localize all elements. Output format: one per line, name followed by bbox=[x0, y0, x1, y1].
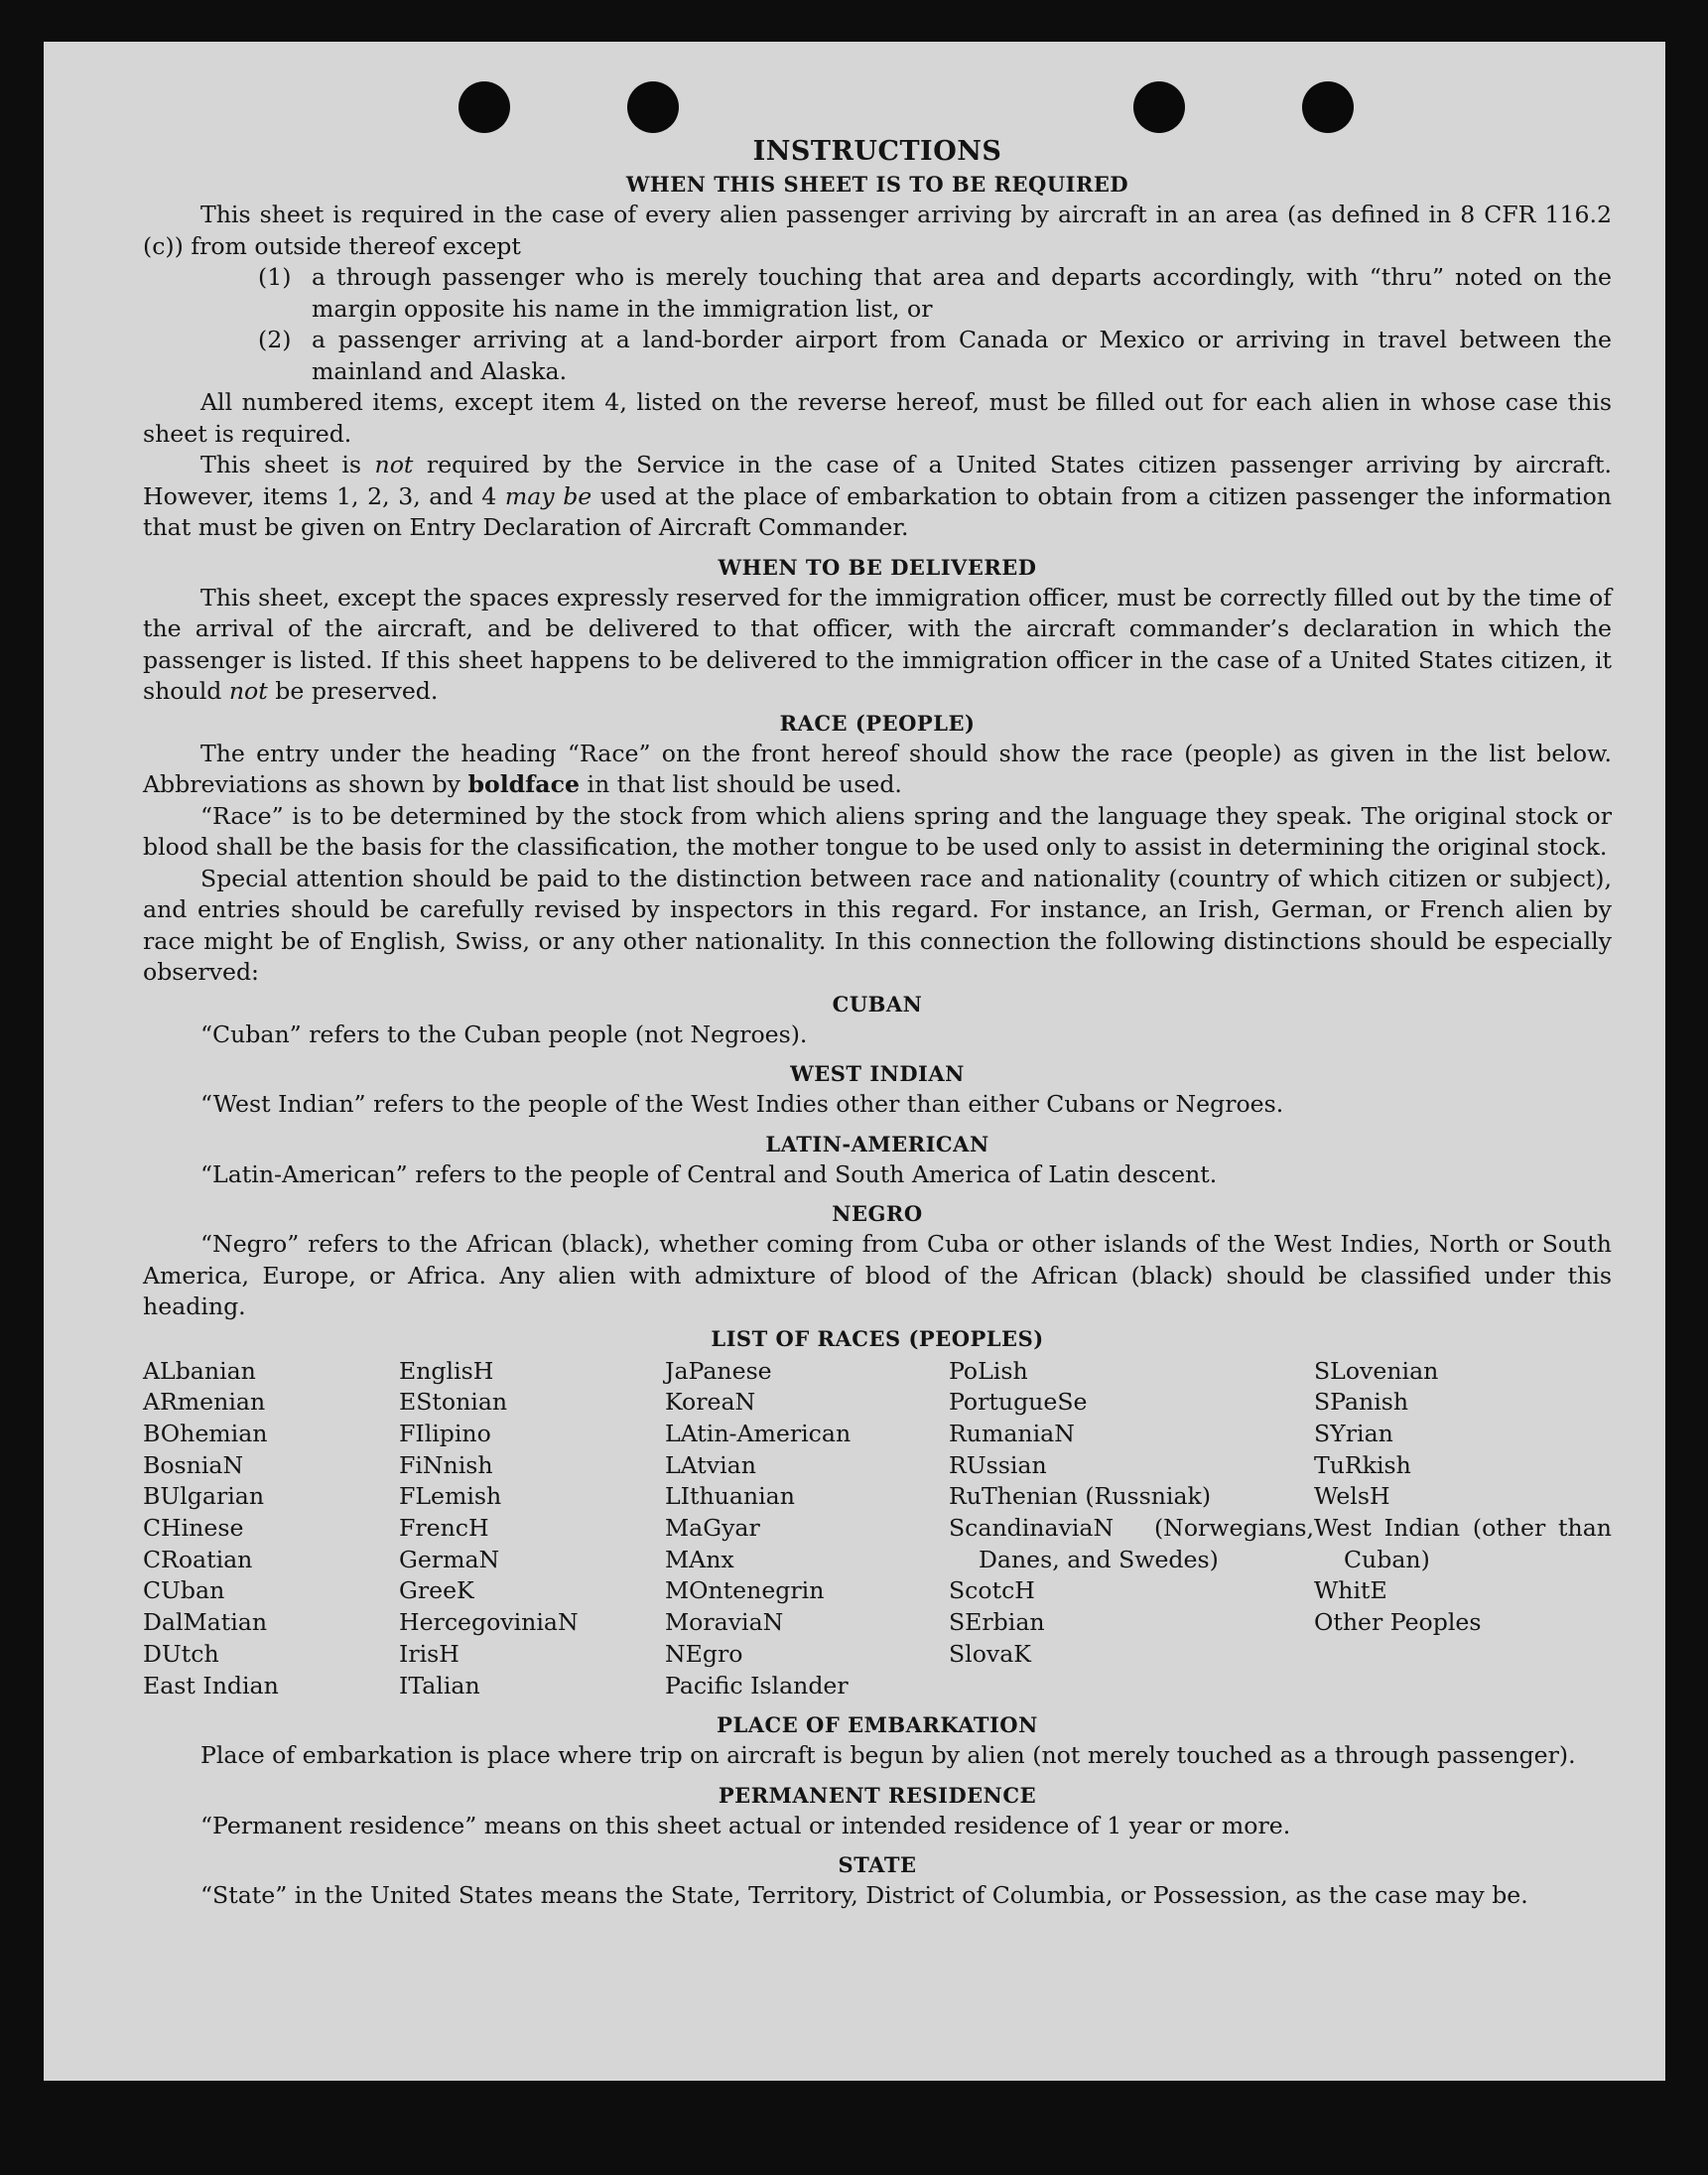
section-heading: RACE (PEOPLE) bbox=[779, 710, 976, 736]
race-item: JaPanese bbox=[665, 1356, 772, 1385]
paragraph: “Cuban” refers to the Cuban people (not Negroes). bbox=[200, 1020, 808, 1048]
race-item: MAnx bbox=[665, 1545, 734, 1573]
item-text: a through passenger who is merely touching that area and departs accordingly, with “thru” noted on the margin opposite his name in the immigration list, or bbox=[312, 263, 1612, 323]
text-run: This sheet, except the spaces expressly reserved for the immigration officer, must be correctly filled out by the time of the arrival of the aircraft, and be delivered to that officer, with the aircraft commander’s declaration in which the passenger is listed. If this sheet happens to be delivered to the immigration officer in the case of a United States citizen, it should bbox=[143, 583, 1612, 705]
paragraph: All numbered items, except item 4, listed on the reverse hereof, must be filled out for each alien in whose case this sheet is required. bbox=[143, 388, 1612, 448]
race-item: ScotcH bbox=[949, 1576, 1035, 1605]
paragraph: Place of embarkation is place where trip on aircraft is begun by alien (not merely touched as a through passenger). bbox=[200, 1741, 1576, 1770]
list-item bbox=[143, 325, 1612, 387]
section-heading: WEST INDIAN bbox=[790, 1061, 965, 1086]
race-item: HercegoviniaN bbox=[399, 1608, 579, 1637]
race-item: PoLish bbox=[949, 1356, 1028, 1385]
emphasis-text: may be bbox=[504, 481, 592, 510]
section-heading: WHEN TO BE DELIVERED bbox=[718, 554, 1037, 580]
race-item: CRoatian bbox=[143, 1545, 253, 1573]
punch-hole bbox=[1302, 81, 1354, 133]
section-heading: WHEN THIS SHEET IS TO BE REQUIRED bbox=[625, 172, 1129, 197]
race-item: Other Peoples bbox=[1314, 1608, 1482, 1637]
race-item: DalMatian bbox=[143, 1608, 268, 1637]
item-number: (1) bbox=[258, 263, 292, 291]
text-run: used at the place of embarkation to obtain from a citizen passenger the information that must be given on Entry Declaration of Aircraft Commander. bbox=[143, 481, 1613, 541]
race-item: RUssian bbox=[949, 1450, 1047, 1479]
section-heading: STATE bbox=[838, 1852, 917, 1878]
race-item: IrisH bbox=[399, 1639, 460, 1668]
race-item: SYrian bbox=[1314, 1419, 1393, 1447]
race-item: WelsH bbox=[1314, 1482, 1390, 1511]
section-heading: LATIN-AMERICAN bbox=[765, 1131, 989, 1156]
section-heading: LIST OF RACES (PEOPLES) bbox=[711, 1325, 1044, 1351]
race-item: BOhemian bbox=[143, 1419, 268, 1447]
race-item: ScandinaviaN (Norwegians, Danes, and Swedes) bbox=[949, 1514, 1314, 1573]
race-item: CUban bbox=[143, 1576, 225, 1605]
race-item: FiNnish bbox=[399, 1450, 493, 1479]
race-item: FrencH bbox=[399, 1514, 489, 1543]
race-item: ITalian bbox=[399, 1671, 480, 1699]
race-item: Pacific Islander bbox=[665, 1671, 849, 1699]
race-item: EnglisH bbox=[399, 1356, 494, 1385]
section-heading: PLACE OF EMBARKATION bbox=[717, 1712, 1038, 1738]
race-item: KoreaN bbox=[665, 1388, 756, 1417]
item-number: (2) bbox=[258, 326, 292, 353]
punch-hole bbox=[627, 81, 679, 133]
race-item: FIlipino bbox=[399, 1419, 491, 1447]
race-item: SPanish bbox=[1314, 1388, 1409, 1417]
paragraph: “Latin-American” refers to the people of Central and South America of Latin descent. bbox=[200, 1159, 1218, 1188]
race-column bbox=[143, 1356, 399, 1702]
race-item: PortugueSe bbox=[949, 1388, 1088, 1417]
race-item: BosniaN bbox=[143, 1450, 244, 1479]
race-item: RuThenian (Russniak) bbox=[949, 1482, 1212, 1511]
paragraph bbox=[143, 739, 1612, 801]
paragraph: “Negro” refers to the African (black), whether coming from Cuba or other islands of the West Indies, North or South America, Europe, or Africa. Any alien with admixture of blood of the African (black) should be classified under this heading. bbox=[143, 1230, 1612, 1320]
race-column bbox=[1314, 1356, 1612, 1702]
paragraph: “Race” is to be determined by the stock from which aliens spring and the language they speak. The original stock or blood shall be the basis for the classification, the mother tongue to be used only to assist in determining the original stock. bbox=[143, 801, 1612, 861]
race-column bbox=[949, 1356, 1314, 1702]
page-title: INSTRUCTIONS bbox=[752, 136, 1002, 167]
race-item: GreeK bbox=[399, 1576, 474, 1605]
race-item: MaGyar bbox=[665, 1514, 760, 1543]
punch-hole bbox=[1133, 81, 1185, 133]
text-run: The entry under the heading “Race” on the front hereof should show the race (people) as given in the list below. Abbreviations as shown by bbox=[143, 739, 1612, 798]
section-heading: CUBAN bbox=[832, 991, 923, 1017]
race-column bbox=[665, 1356, 949, 1702]
race-item: West Indian (other than Cuban) bbox=[1314, 1514, 1612, 1573]
emphasis-text: not bbox=[374, 451, 414, 478]
race-item: ARmenian bbox=[143, 1388, 266, 1417]
paragraph bbox=[143, 583, 1612, 708]
race-item: MoraviaN bbox=[665, 1608, 784, 1637]
paragraph: “State” in the United States means the State, Territory, District of Columbia, or Possession, as the case may be. bbox=[200, 1881, 1528, 1910]
section-heading: NEGRO bbox=[832, 1201, 923, 1226]
race-item: RumaniaN bbox=[949, 1419, 1075, 1447]
text-run: be preserved. bbox=[267, 677, 439, 705]
race-item: GermaN bbox=[399, 1545, 500, 1573]
race-item: TuRkish bbox=[1314, 1450, 1411, 1479]
race-item: SErbian bbox=[949, 1608, 1045, 1637]
paragraph: “West Indian” refers to the people of the West Indies other than either Cubans or Negroes. bbox=[200, 1090, 1284, 1118]
race-item: EStonian bbox=[399, 1388, 508, 1417]
race-list bbox=[143, 1356, 1612, 1702]
race-item: CHinese bbox=[143, 1514, 244, 1543]
paragraph: This sheet is required in the case of every alien passenger arriving by aircraft in an area (as defined in 8 CFR 116.2 (c)) from outside thereof except bbox=[143, 201, 1612, 260]
punch-hole bbox=[459, 81, 510, 133]
race-item: ALbanian bbox=[143, 1356, 256, 1385]
race-item: LIthuanian bbox=[665, 1482, 795, 1511]
text-run: required by the Service in the case of a United States citizen passenger arriving by aircraft. However, items 1, 2, 3, and 4 bbox=[143, 451, 1613, 510]
race-item: East Indian bbox=[143, 1671, 279, 1699]
race-item: SLovenian bbox=[1314, 1356, 1439, 1385]
race-item: SlovaK bbox=[949, 1639, 1031, 1668]
race-column bbox=[399, 1356, 665, 1702]
race-item: DUtch bbox=[143, 1639, 219, 1668]
race-item: WhitE bbox=[1314, 1576, 1387, 1605]
bold-text: boldface bbox=[467, 770, 580, 798]
text-run: in that list should be used. bbox=[579, 770, 902, 798]
document-page bbox=[44, 42, 1665, 2081]
race-item: BUlgarian bbox=[143, 1482, 265, 1511]
race-item: NEgro bbox=[665, 1639, 743, 1668]
text-run: This sheet is bbox=[200, 451, 375, 478]
race-item: FLemish bbox=[399, 1482, 502, 1511]
race-item: MOntenegrin bbox=[665, 1576, 825, 1605]
paragraph: “Permanent residence” means on this sheet actual or intended residence of 1 year or more. bbox=[200, 1811, 1291, 1839]
emphasis-text: not bbox=[228, 677, 268, 705]
instructions-body bbox=[143, 135, 1612, 1912]
race-item: LAtvian bbox=[665, 1450, 756, 1479]
list-item bbox=[143, 262, 1612, 325]
race-item: LAtin-American bbox=[665, 1419, 852, 1447]
section-heading: PERMANENT RESIDENCE bbox=[718, 1782, 1037, 1808]
paragraph: Special attention should be paid to the distinction between race and nationality (country of which citizen or subject), and entries should be carefully revised by inspectors in this regard. For instance, an Irish, German, or French alien by race might be of English, Swiss, or any other nationality. In this connection the following distinctions should be especially observed: bbox=[143, 864, 1612, 986]
item-text: a passenger arriving at a land-border airport from Canada or Mexico or arriving in travel between the mainland and Alaska. bbox=[312, 326, 1612, 385]
paragraph bbox=[143, 450, 1612, 544]
